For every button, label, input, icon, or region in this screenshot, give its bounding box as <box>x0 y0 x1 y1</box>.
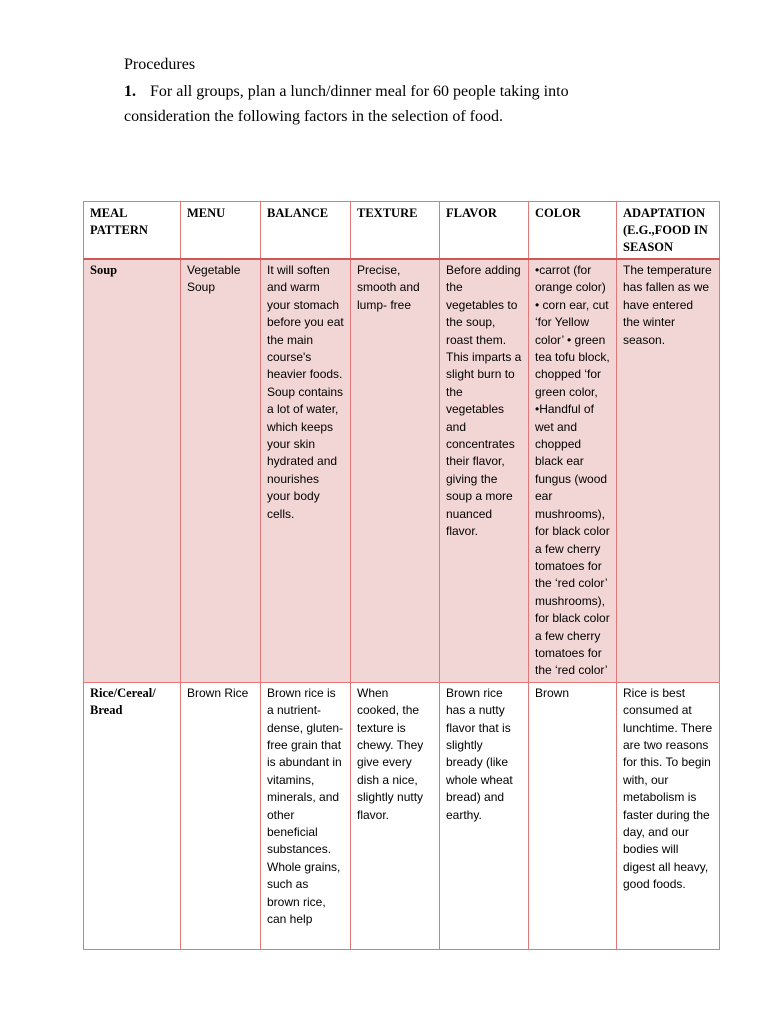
header-meal-pattern: MEAL PATTERN <box>84 202 181 260</box>
cell-color: •carrot (for orange color) • corn ear, cut ‘for Yellow color’ • green tea tofu block, chopped ‘for green color, •Handful of wet and chopped black ear fungus (wood ear mushrooms), for black color a few cherry tomatoes for the ‘red color’ mushrooms), for black color a few cherry tomatoes for the ‘red color’ <box>529 259 617 682</box>
cell-balance: It will soften and warm your stomach before you eat the main course's heavier foods. Soup contains a lot of water, which keeps your skin hydrated and nourishes your body cells. <box>261 259 351 682</box>
header-adaptation: ADAPTATION (E.G.,FOOD IN SEASON <box>617 202 720 260</box>
header-texture: TEXTURE <box>351 202 440 260</box>
procedure-item-text: For all groups, plan a lunch/dinner meal for 60 people taking into consideration the following factors in the selection of food. <box>124 83 569 125</box>
cell-texture: When cooked, the texture is chewy. They give every dish a nice, slightly nutty flavor. <box>351 682 440 949</box>
table-row <box>84 259 720 682</box>
header-color: COLOR <box>529 202 617 260</box>
cell-menu: Vegetable Soup <box>181 259 261 682</box>
cell-menu: Brown Rice <box>181 682 261 949</box>
procedures-title: Procedures <box>124 56 196 73</box>
cell-meal-pattern: Soup <box>84 259 181 682</box>
cell-meal-pattern: Rice/Cereal/ Bread <box>84 682 181 949</box>
cell-balance: Brown rice is a nutrient-dense, gluten-free grain that is abundant in vitamins, minerals, and other beneficial substances. Whole grains, such as brown rice, can help <box>261 682 351 949</box>
header-flavor: FLAVOR <box>440 202 529 260</box>
procedure-item-1 <box>124 79 604 129</box>
cell-color: Brown <box>529 682 617 949</box>
cell-adaptation: Rice is best consumed at lunchtime. There are two reasons for this. To begin with, our metabolism is faster during the day, and our bodies will digest all heavy, good foods. <box>617 682 720 949</box>
cell-adaptation: The temperature has fallen as we have entered the winter season. <box>617 259 720 682</box>
header-balance: BALANCE <box>261 202 351 260</box>
cell-texture: Precise, smooth and lump- free <box>351 259 440 682</box>
procedure-item-number: 1. <box>124 83 136 100</box>
table-row <box>84 682 720 949</box>
cell-flavor: Brown rice has a nutty flavor that is slightly bready (like whole wheat bread) and earthy. <box>440 682 529 949</box>
header-menu: MENU <box>181 202 261 260</box>
table-header-row <box>84 202 720 260</box>
meal-plan-table <box>83 201 720 950</box>
cell-flavor: Before adding the vegetables to the soup, roast them. This imparts a slight burn to the vegetables and concentrates their flavor, giving the soup a more nuanced flavor. <box>440 259 529 682</box>
